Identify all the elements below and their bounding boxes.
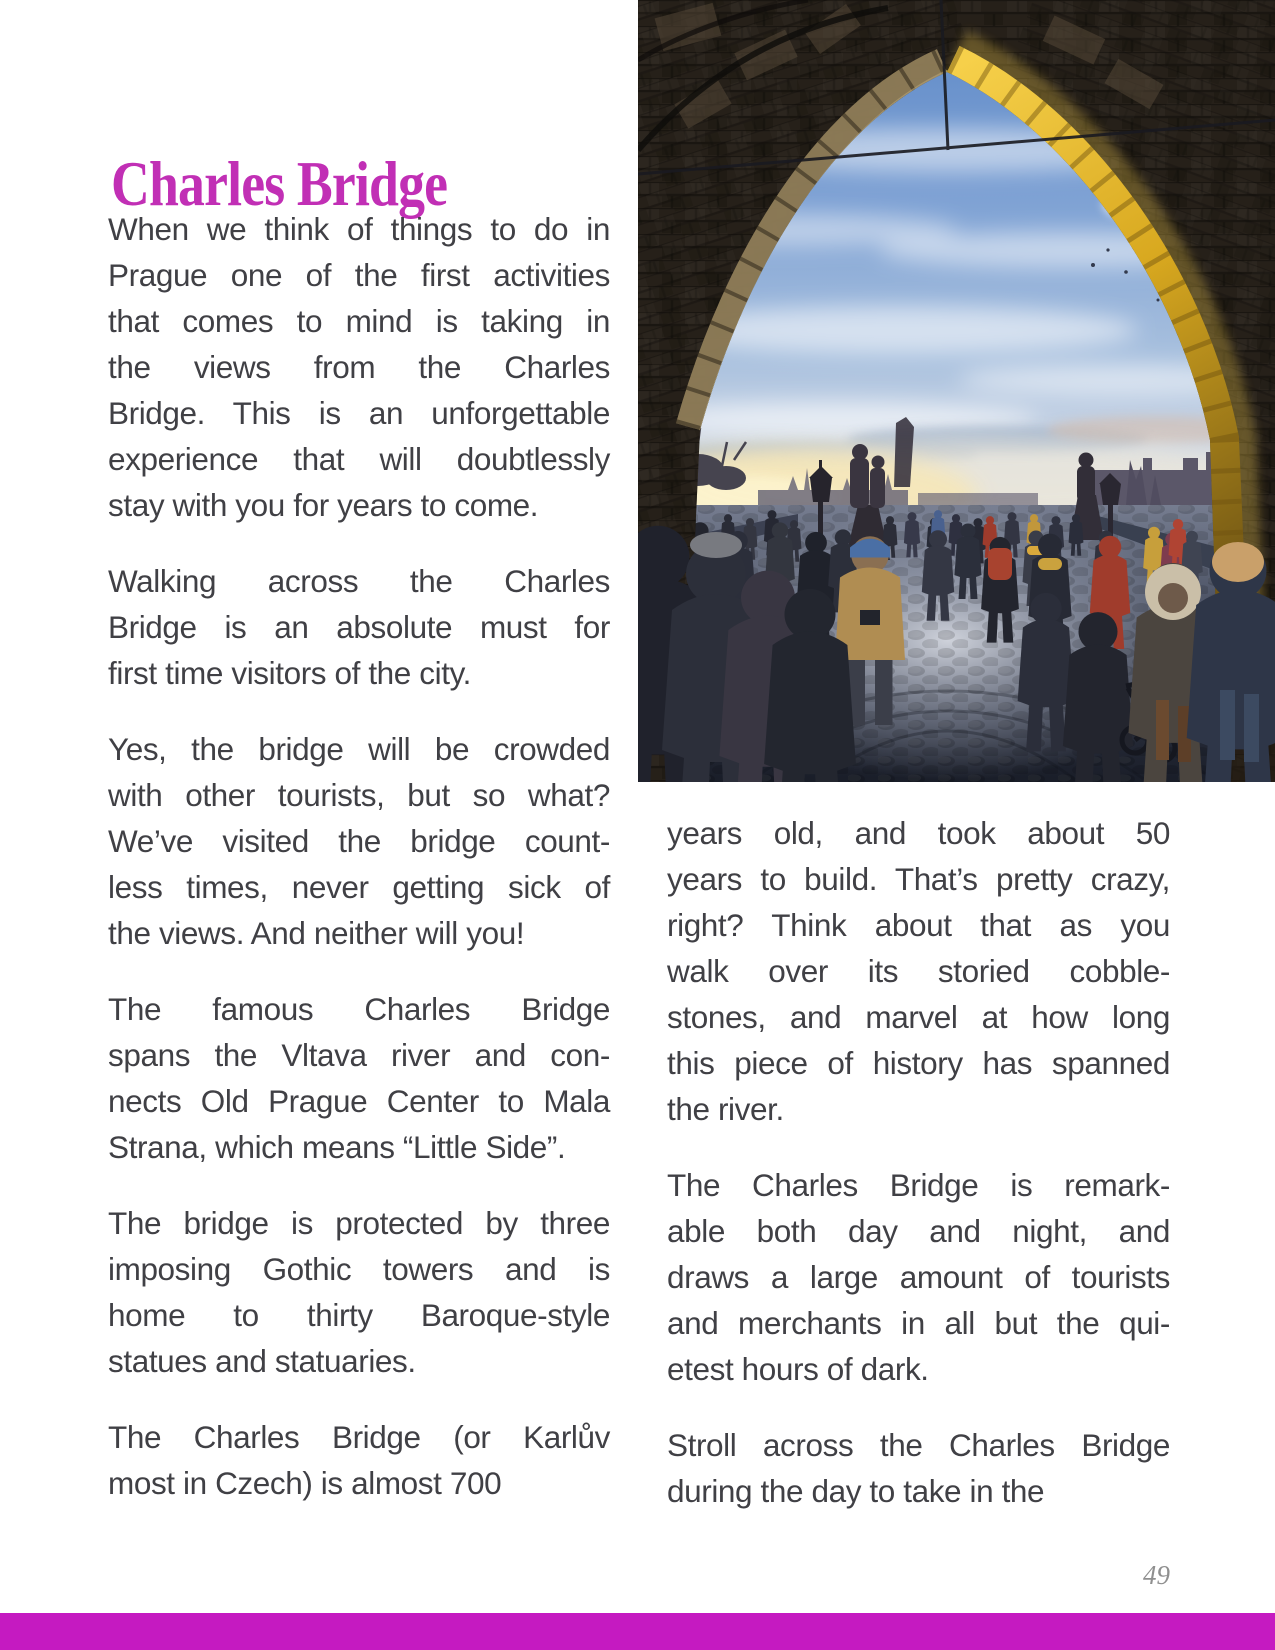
footer-accent-bar — [0, 1613, 1275, 1650]
text-line: and merchants in all but the qui- — [667, 1305, 1170, 1341]
text-line: less times, never getting sick of — [108, 869, 610, 905]
charles-bridge-photo — [638, 0, 1275, 782]
text-line: The famous Charles Bridge — [108, 991, 610, 1027]
text-line: imposing Gothic towers and is — [108, 1251, 610, 1287]
text-line: the views from the Charles — [108, 349, 610, 385]
text-line: that comes to mind is taking in — [108, 303, 610, 339]
text-line: during the day to take in the — [667, 1473, 1045, 1509]
paragraph — [108, 986, 610, 1170]
page-number: 49 — [1143, 1560, 1170, 1590]
text-line: this piece of history has spanned — [667, 1045, 1170, 1081]
text-line: statues and statuaries. — [108, 1343, 416, 1379]
text-line: Bridge is an absolute must for — [108, 609, 610, 645]
paragraph — [667, 810, 1170, 1132]
text-line: experience that will doubtlessly — [108, 441, 610, 477]
text-line: etest hours of dark. — [667, 1351, 929, 1387]
paragraph — [108, 206, 610, 528]
text-line: Stroll across the Charles Bridge — [667, 1427, 1170, 1463]
text-line: the views. And neither will you! — [108, 915, 525, 951]
paragraph — [108, 1200, 610, 1384]
text-line: stay with you for years to come. — [108, 487, 539, 523]
text-line: Strana, which means “Little Side”. — [108, 1129, 566, 1165]
text-line: We’ve visited the bridge count- — [108, 823, 610, 859]
text-line: draws a large amount of tourists — [667, 1259, 1170, 1295]
text-line: years to build. That’s pretty crazy, — [667, 861, 1170, 897]
text-line: The bridge is protected by three — [108, 1205, 610, 1241]
text-line: Yes, the bridge will be crowded — [108, 731, 610, 767]
text-line: Bridge. This is an unforgettable — [108, 395, 610, 431]
text-line: The Charles Bridge (or Karlův — [108, 1419, 610, 1455]
text-line: right? Think about that as you — [667, 907, 1170, 943]
text-line: nects Old Prague Center to Mala — [108, 1083, 610, 1119]
paragraph — [667, 1422, 1170, 1514]
paragraph — [108, 726, 610, 956]
text-line: stones, and marvel at how long — [667, 999, 1170, 1035]
text-line: Prague one of the first activities — [108, 257, 610, 293]
text-line: walk over its storied cobble- — [667, 953, 1170, 989]
text-line: spans the Vltava river and con- — [108, 1037, 610, 1073]
text-line: most in Czech) is almost 700 — [108, 1465, 502, 1501]
text-line: the river. — [667, 1091, 784, 1127]
text-line: The Charles Bridge is remark- — [667, 1167, 1170, 1203]
text-line: with other tourists, but so what? — [108, 777, 610, 813]
text-line: first time visitors of the city. — [108, 655, 471, 691]
text-line: years old, and took about 50 — [667, 815, 1170, 851]
right-text-column — [667, 810, 1170, 1514]
text-line: Walking across the Charles — [108, 563, 610, 599]
article-title: Charles Bridge — [111, 147, 448, 219]
paragraph — [667, 1162, 1170, 1392]
left-text-column — [108, 206, 610, 1506]
paragraph — [108, 1414, 610, 1506]
text-line: home to thirty Baroque-style — [108, 1297, 610, 1333]
text-line: When we think of things to do in — [108, 211, 610, 247]
paragraph — [108, 558, 610, 696]
text-line: able both day and night, and — [667, 1213, 1170, 1249]
